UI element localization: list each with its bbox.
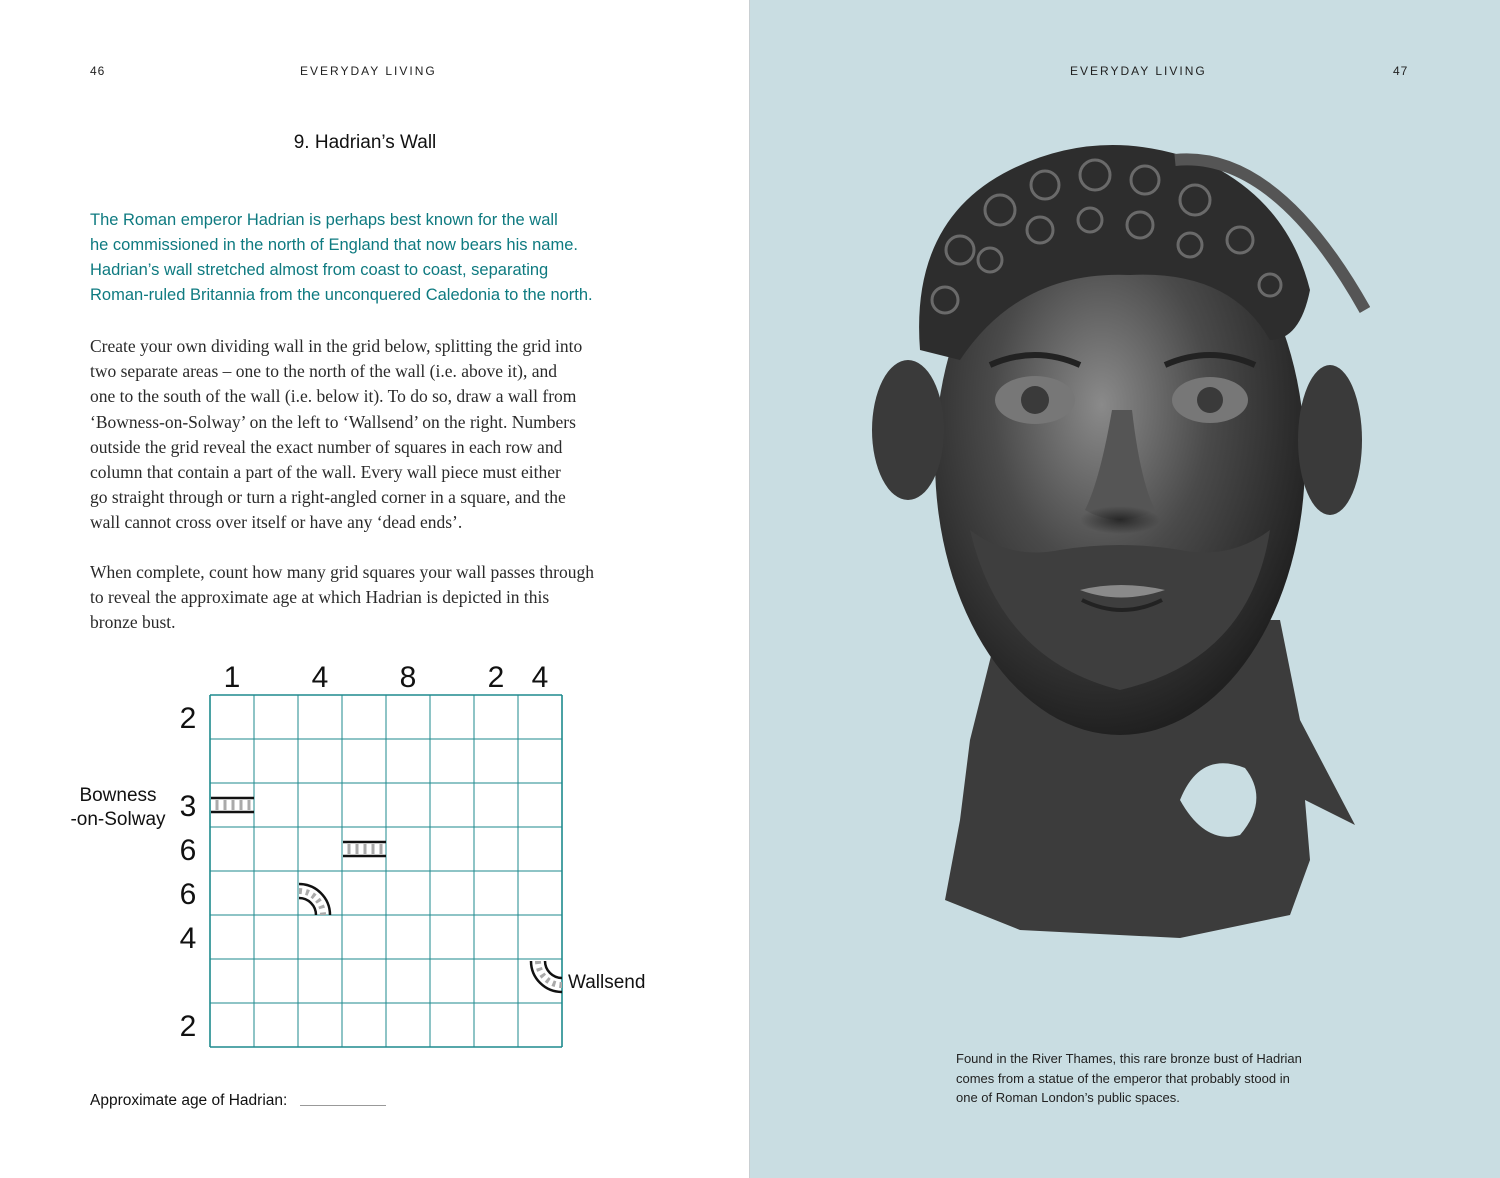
wall-piece-straight-middle: [343, 842, 386, 856]
body-line: wall cannot cross over itself or have any ‘dead ends’.: [90, 512, 463, 533]
column-clue: 2: [487, 661, 505, 694]
bust-ear-right: [1298, 365, 1362, 515]
intro-line: Roman-ruled Britannia from the unconquered Caledonia to the north.: [90, 286, 593, 304]
column-clues: [224, 661, 549, 694]
image-caption: [956, 1049, 1346, 1108]
instructions-paragraph: [90, 334, 650, 536]
row-clues: [180, 702, 197, 1043]
page-number-right: 47: [1393, 64, 1409, 78]
body-line: one to the south of the wall (i.e. below it). To do so, draw a wall from: [90, 386, 577, 407]
column-clue: 4: [311, 661, 329, 694]
start-label-solway: -on-Solway: [70, 809, 166, 830]
column-clue: 4: [531, 661, 549, 694]
intro-line: The Roman emperor Hadrian is perhaps best known for the wall: [90, 211, 558, 229]
wall-puzzle-grid[interactable]: [40, 640, 680, 1070]
wall-piece-corner-middle: [299, 884, 330, 915]
page-number-left: 46: [90, 64, 106, 78]
bronze-bust-image: [850, 100, 1370, 940]
intro-line: he commissioned in the north of England that now bears his name.: [90, 236, 578, 254]
intro-line: Hadrian’s wall stretched almost from coast to coast, separating: [90, 261, 549, 279]
start-label-bowness: Bowness: [79, 785, 157, 806]
answer-label: Approximate age of Hadrian:: [90, 1092, 288, 1109]
body-line: When complete, count how many grid squares your wall passes through: [90, 562, 594, 582]
body-line: column that contain a part of the wall. Every wall piece must either: [90, 462, 561, 483]
body-line: go straight through or turn a right-angled corner in a square, and the: [90, 487, 566, 508]
body-line: ‘Bowness-on-Solway’ on the left to ‘Wallsend’ on the right. Numbers: [90, 411, 576, 432]
row-clue: 6: [179, 878, 197, 911]
answer-blank[interactable]: [300, 1105, 386, 1106]
body-line: to reveal the approximate age at which Hadrian is depicted in this: [90, 587, 550, 608]
column-clue: 1: [223, 661, 241, 694]
intro-paragraph: [90, 208, 660, 308]
end-label-wallsend: Wallsend: [568, 972, 646, 993]
row-clue: 2: [179, 702, 197, 735]
body-line: outside the grid reveal the exact number of squares in each row and: [90, 436, 563, 457]
wall-piece-straight-start: [211, 798, 254, 812]
row-clue: 2: [179, 1010, 197, 1043]
grid-lines: [210, 695, 562, 1047]
body-line: bronze bust.: [90, 612, 176, 633]
column-clue: 8: [399, 661, 417, 694]
running-head-right: EVERYDAY LIVING: [1070, 64, 1207, 78]
left-page: [0, 0, 749, 1178]
running-head-left: EVERYDAY LIVING: [300, 64, 437, 78]
caption-line: one of Roman London’s public spaces.: [956, 1090, 1180, 1105]
row-clue: 3: [179, 790, 197, 823]
section-title: 9. Hadrian’s Wall: [293, 132, 437, 153]
body-line: two separate areas – one to the north of the wall (i.e. above it), and: [90, 361, 557, 382]
row-clue: 4: [179, 922, 197, 955]
row-clue: 6: [179, 834, 197, 867]
bust-ear-left: [872, 360, 944, 500]
caption-line: comes from a statue of the emperor that probably stood in: [956, 1070, 1290, 1086]
body-line: Create your own dividing wall in the grid below, splitting the grid into: [90, 336, 583, 356]
caption-line: Found in the River Thames, this rare bronze bust of Hadrian: [956, 1051, 1302, 1066]
completion-paragraph: [90, 560, 650, 636]
wall-piece-corner-end: [531, 961, 562, 992]
